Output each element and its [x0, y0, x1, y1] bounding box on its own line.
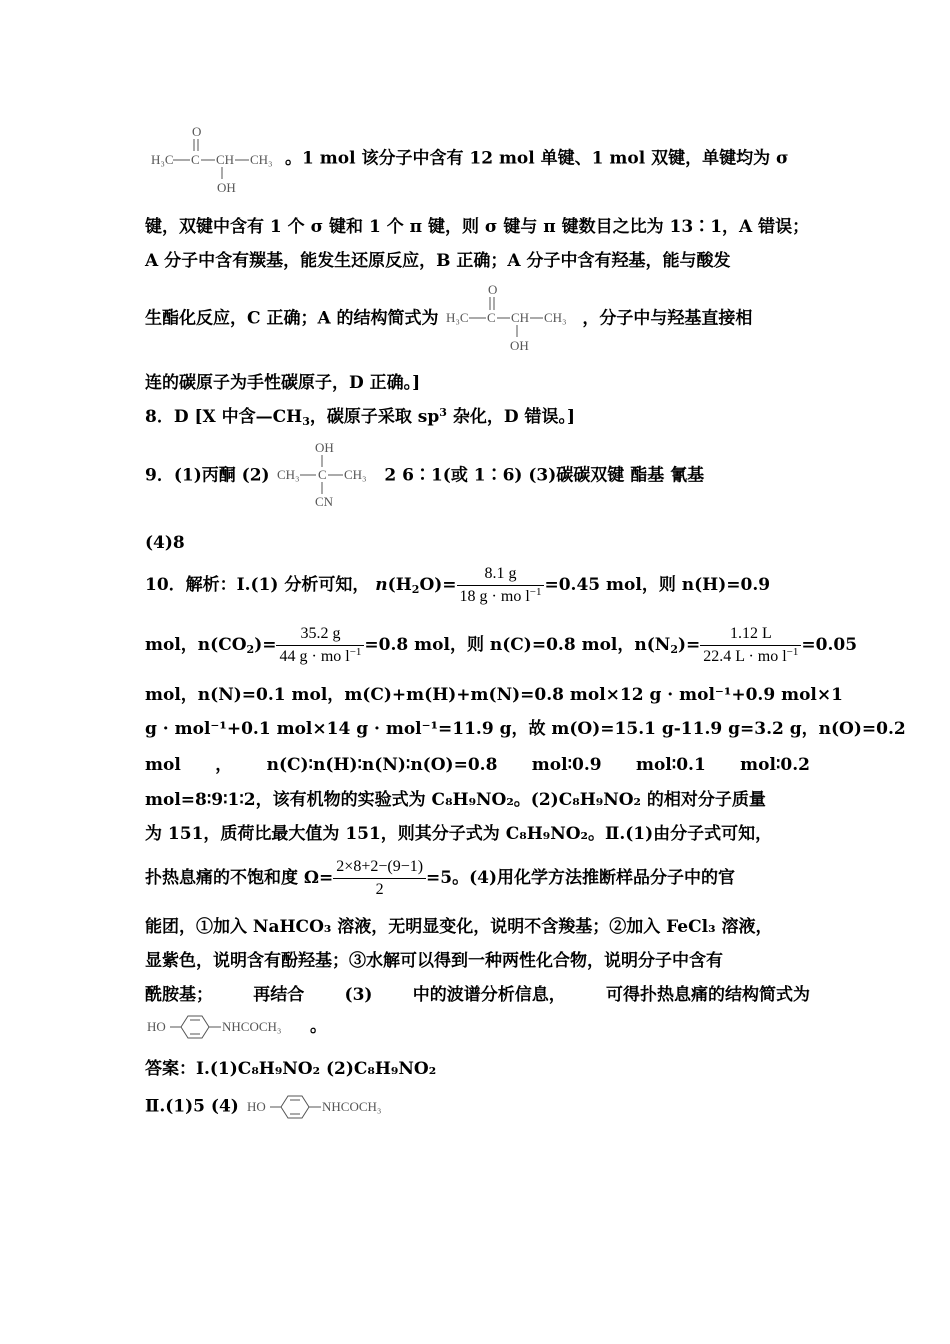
text: )=	[254, 635, 277, 655]
q10-line4: g · mol⁻¹+0.1 mol×14 g · mol⁻¹=11.9 g，故 m(O)=15.1 g-11.9 g=3.2 g，n(O)=0.2	[145, 719, 906, 739]
hydroxybutanone-structure	[145, 122, 285, 196]
q10-line9: 能团，①加入 NaHCO₃ 溶液，无明显变化，说明不含羧基；②加入 FeCl₃ 溶液，	[145, 917, 773, 937]
text: 再结合	[253, 985, 305, 1005]
fraction-co2	[276, 624, 364, 667]
text: 2 6∶1(或 1∶6) (3)碳碳双键 酯基 氰基	[384, 465, 705, 486]
q10-line1	[145, 564, 810, 607]
mol-atom: NHCOCH₃	[222, 1019, 282, 1034]
answer-9-4: (4)8	[145, 533, 185, 553]
line-p2: 键，双键中含有 1 个 σ 键和 1 个 π 键，则 σ 键与 π 键数目之比为 13∶1，A 错误；	[145, 217, 810, 237]
paracetamol-structure	[145, 1012, 310, 1042]
den-text: 22.4 L · mo l	[703, 648, 787, 665]
q10-line7: 为 151，质荷比最大值为 151，则其分子式为 C₈H₉NO₂。Ⅱ.(1)由分子式可知，	[145, 824, 773, 844]
mol-atom: HO	[147, 1019, 166, 1034]
mol-atom: CH₃	[343, 467, 367, 482]
superscript: −1	[529, 586, 542, 598]
line-p3: A 分子中含有羰基，能发生还原反应，B 正确；A 分子中含有羟基，能与酸发	[145, 251, 731, 271]
denominator: 2	[375, 881, 384, 898]
mol-atom: C	[191, 152, 200, 167]
superscript: −1	[786, 646, 799, 658]
subscript: 3	[302, 415, 310, 428]
line-p4	[145, 282, 810, 356]
mol-atom: CN	[314, 494, 334, 509]
q10-line12	[145, 1012, 810, 1042]
mol-atom: C	[487, 310, 497, 325]
text: )=	[677, 635, 701, 655]
superscript: −1	[349, 646, 362, 658]
line-p1	[145, 122, 810, 196]
text: =0.05	[801, 635, 858, 655]
superscript: 3	[439, 406, 447, 419]
numerator: 8.1 g	[457, 564, 545, 586]
text: 杂化，D 错误。]	[446, 407, 576, 427]
text: 扑热息痛的不饱和度 Ω=	[145, 868, 334, 888]
text: ，碳原子采取 sp	[309, 407, 440, 427]
mol-atom: CH₃	[250, 152, 273, 167]
cyanohydrin-structure	[275, 440, 379, 512]
q10-line10: 显紫色，说明含有酚羟基；③水解可以得到一种两性化合物，说明分子中含有	[145, 951, 723, 971]
text: =5。(4)用化学方法推断样品分子中的官	[426, 868, 736, 888]
denominator	[276, 646, 364, 667]
numerator: 1.12 L	[700, 624, 801, 646]
mol-atom: H₃C	[446, 310, 470, 325]
q10-line3	[145, 684, 843, 706]
mol-atom: OH	[510, 338, 530, 353]
den-text: 18 g · mo l	[459, 588, 530, 605]
text: mol∶0.1	[635, 755, 706, 775]
mol-atom: CH₃	[276, 467, 300, 482]
text: n(N)=0.1 mol，	[197, 685, 345, 705]
q10-line6: mol=8∶9∶1∶2，该有机物的实验式为 C₈H₉NO₂。(2)C₈H₉NO₂ 的相对分子质量	[145, 790, 766, 810]
text: mol，n(CO	[145, 635, 247, 655]
mol-atom: O	[192, 124, 202, 139]
text: =0.8 mol，则 n(C)=0.8 mol，n(N	[364, 635, 671, 655]
numerator: 2×8+2−(9−1)	[333, 857, 426, 879]
fraction-n2	[700, 624, 801, 667]
text: n(C)∶n(H)∶n(N)∶n(O)=0.8	[266, 755, 498, 775]
text: ，分子中与羟基直接相	[582, 308, 753, 329]
q10-line8	[145, 857, 810, 900]
text: 中的波谱分析信息，	[412, 985, 566, 1005]
q10-line2: mol，$n(CO_2)=$ $\frac{35.2 g}{44 g \cdot mo l^{-1}}$ =0.8 mol，则 n(C)=0.8 mol，$n(N_2)=$ $\frac{1.12 L}{22.4 L \cdot mo l^{-1}}$ =0.05	[145, 625, 858, 665]
text: (3)	[344, 985, 373, 1005]
answer-summary-2	[145, 1092, 810, 1122]
text: 9．(1)丙酮 (2)	[145, 465, 270, 486]
text: m(C)+m(H)+m(N)=0.8 mol×12 g · mol⁻¹+0.9 mol×1	[344, 685, 843, 705]
text: 10．解析：Ⅰ.(1) 分析可知，	[145, 575, 370, 595]
text: Ⅱ.(1)5 (4)	[145, 1096, 239, 1117]
text: ，	[215, 755, 233, 775]
line-p5: 连的碳原子为手性碳原子，D 正确。]	[145, 373, 421, 393]
mol-atom: CH	[511, 310, 530, 325]
mol-atom: C	[317, 467, 327, 482]
text: mol∶0.9	[531, 755, 602, 775]
answer-summary-1: 答案：Ⅰ.(1)C₈H₉NO₂ (2)C₈H₉NO₂	[145, 1059, 437, 1079]
text: 生酯化反应，C 正确；A 的结构简式为	[145, 308, 439, 329]
answer-9	[145, 440, 810, 512]
fraction-h2o	[457, 564, 545, 607]
mol-atom: CH₃	[544, 310, 568, 325]
answer-8	[145, 406, 810, 428]
mol-atom: HO	[246, 1099, 266, 1114]
text: 可得扑热息痛的结构简式为	[605, 985, 810, 1005]
mol-atom: OH	[217, 180, 236, 195]
text: $n(H_2O)=$	[375, 575, 457, 596]
denominator	[457, 586, 545, 607]
mol-atom: OH	[314, 440, 334, 455]
q10-line11	[145, 984, 810, 1006]
mol-atom: CH	[216, 152, 235, 167]
hydroxybutanone-structure-2	[444, 282, 576, 356]
text: 。	[310, 1016, 327, 1037]
paracetamol-structure-2	[245, 1092, 410, 1122]
text: =0.45 mol，则 n(H)=0.9	[544, 575, 771, 595]
text: 。1 mol 该分子中含有 12 mol 单键、1 mol 双键，单键均为 σ	[285, 148, 789, 169]
fraction-unsaturation	[333, 857, 426, 900]
q10-line5	[145, 754, 810, 776]
text: 酰胺基；	[145, 985, 213, 1005]
denominator	[700, 646, 801, 667]
text: mol，	[145, 685, 198, 705]
text: mol∶0.2	[740, 755, 810, 775]
numerator: 35.2 g	[276, 624, 364, 646]
text: mol	[145, 755, 181, 775]
text: 8．D [X 中含—CH	[145, 407, 303, 427]
mol-atom: H₃C	[151, 152, 174, 167]
mol-atom: O	[488, 282, 498, 297]
mol-atom: NHCOCH₃	[321, 1099, 382, 1114]
den-text: 44 g · mo l	[279, 648, 350, 665]
